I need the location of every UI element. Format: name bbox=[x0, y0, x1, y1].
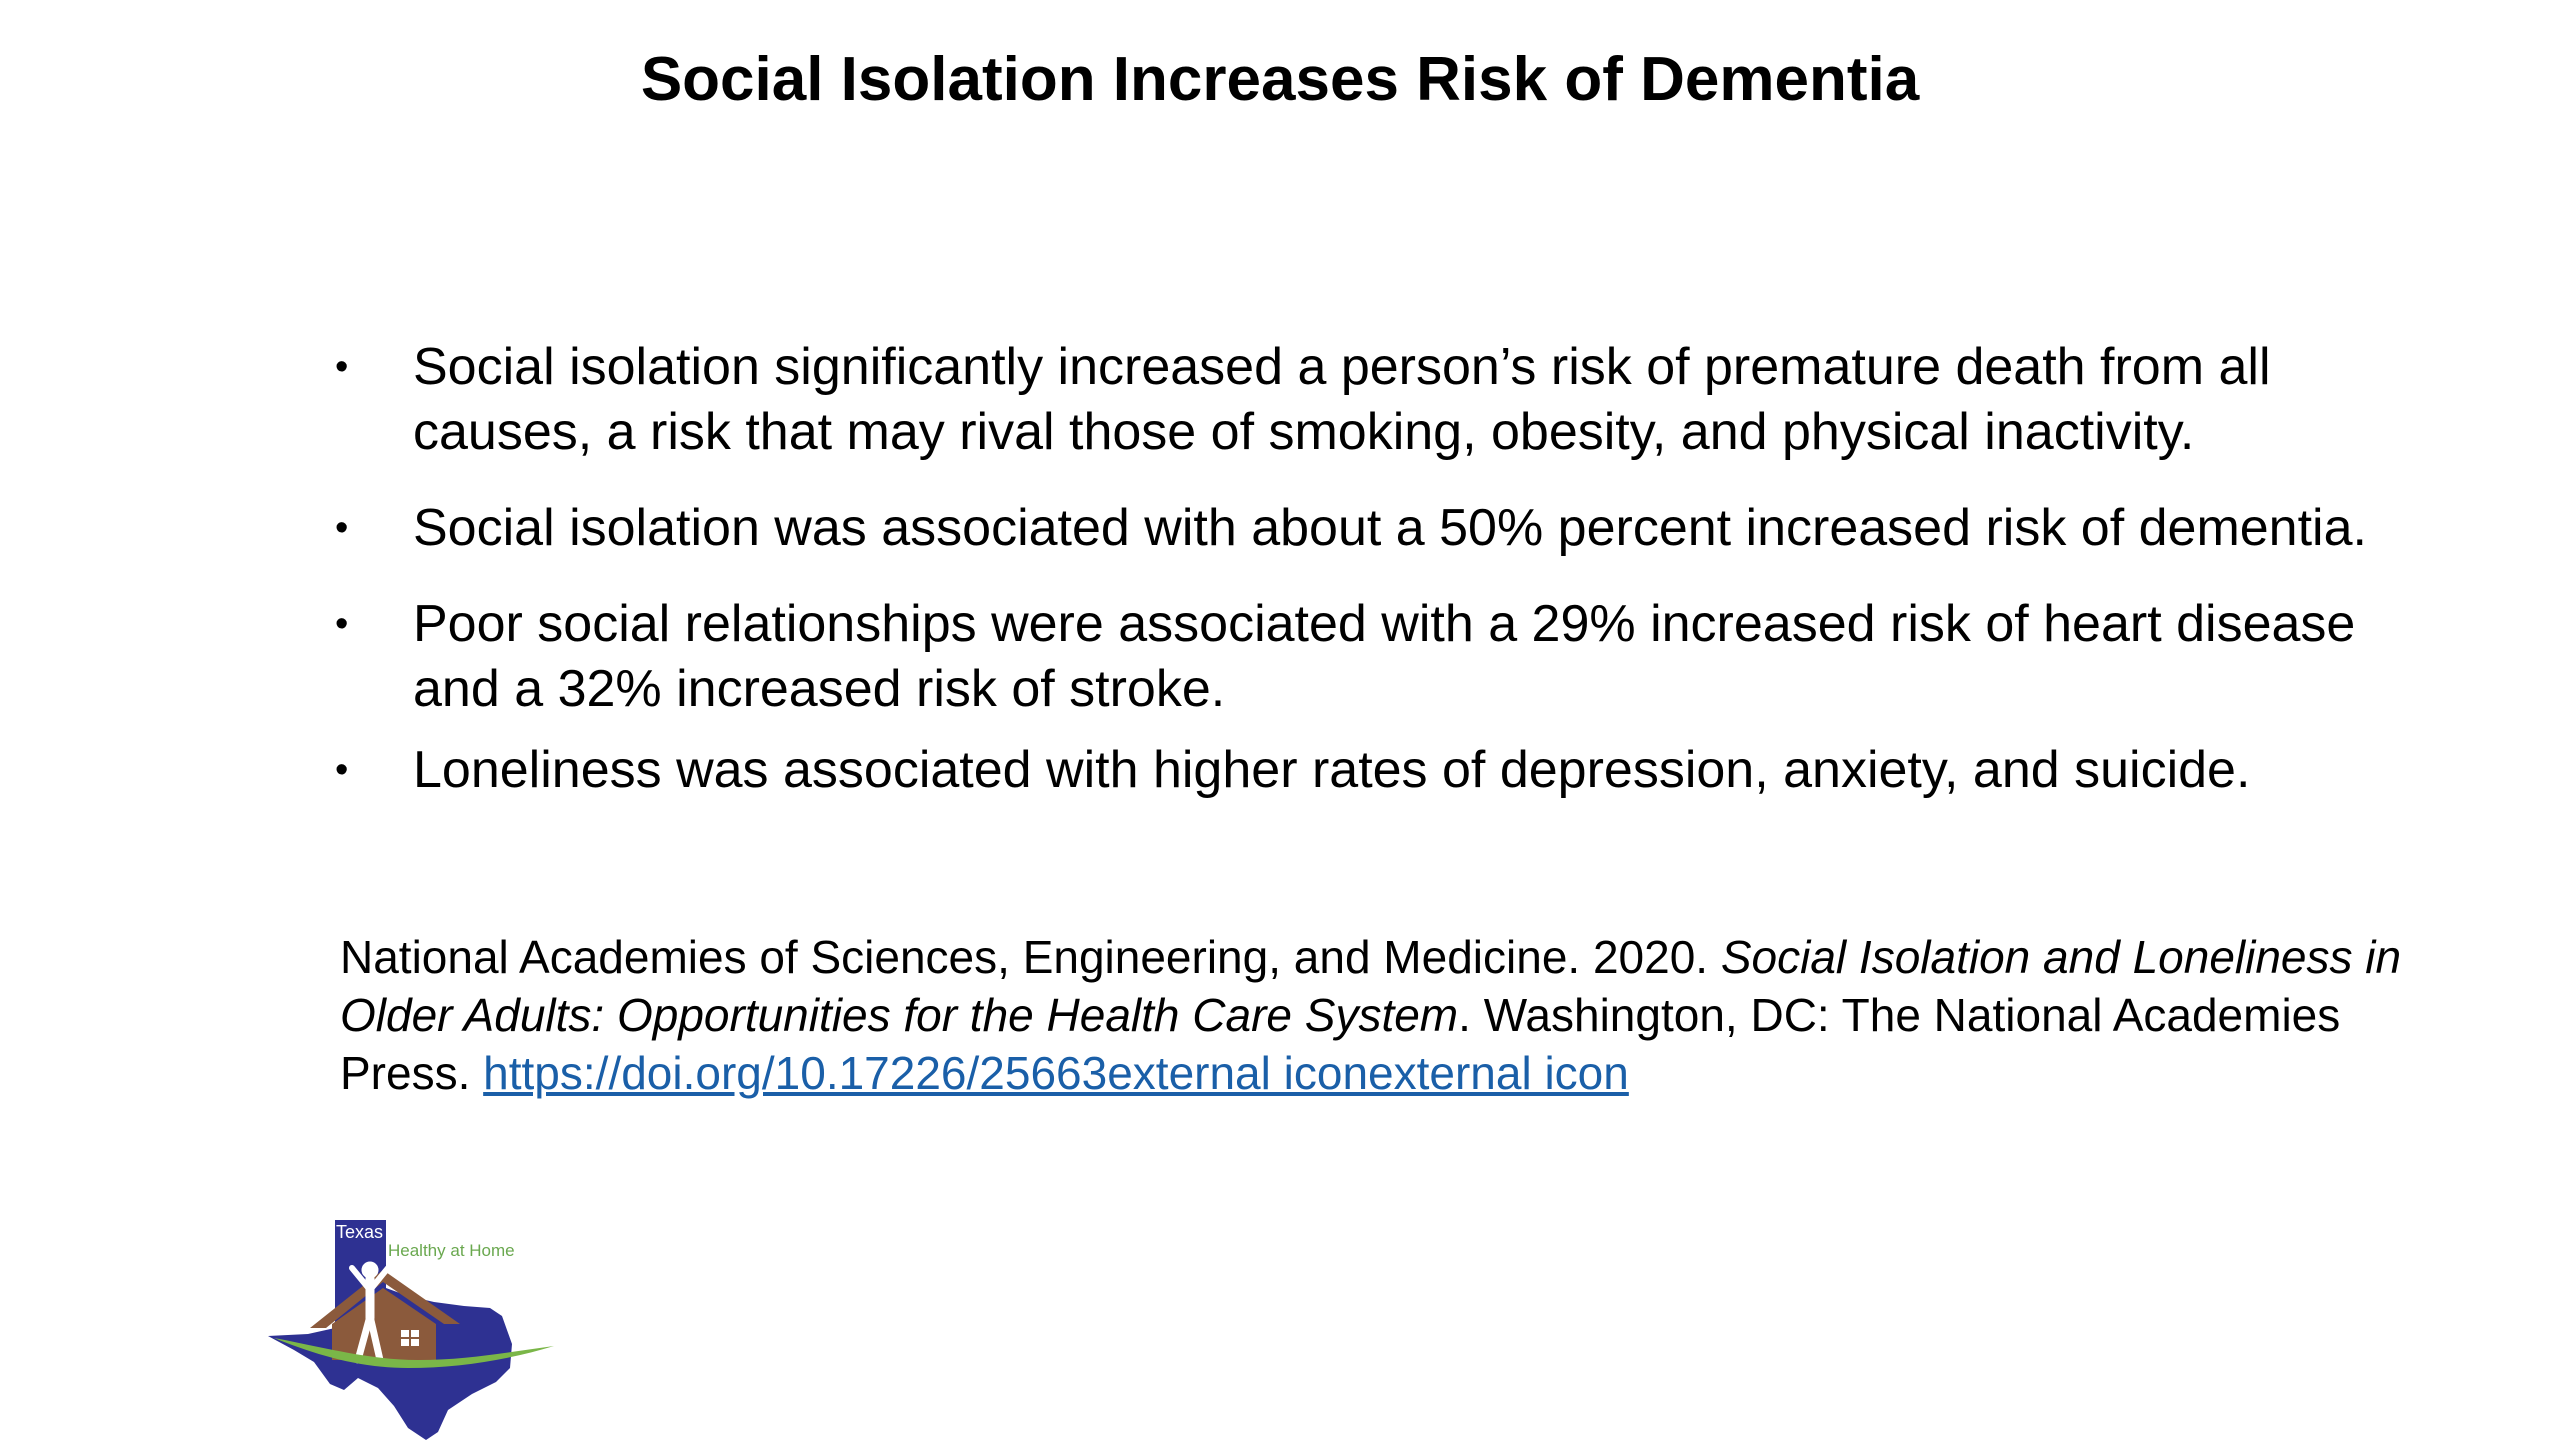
logo-text-texas: Texas bbox=[336, 1222, 384, 1242]
bullet-icon: • bbox=[335, 346, 349, 388]
citation-title: Social Isolation and Loneliness in Older Adults: Opportunities for the Health Care System bbox=[340, 931, 2402, 1041]
bullet-list bbox=[335, 335, 2405, 803]
citation bbox=[340, 928, 2420, 1102]
bullet-icon: • bbox=[335, 603, 349, 645]
bullet-item bbox=[335, 496, 2405, 561]
bullet-text: Social isolation significantly increased a person’s risk of premature death from all causes, a risk that may rival those of smoking, obesity, and physical inactivity. bbox=[413, 338, 2271, 461]
bullet-text: Poor social relationships were associated with a 29% increased risk of heart disease and a 32% increased risk of stroke. bbox=[413, 595, 2356, 718]
bullet-item bbox=[335, 738, 2405, 803]
logo-text-tagline: Healthy at Home bbox=[388, 1241, 515, 1260]
bullet-text: Social isolation was associated with about a 50% percent increased risk of dementia. bbox=[413, 499, 2367, 557]
bullet-item bbox=[335, 335, 2405, 465]
bullet-icon: • bbox=[335, 507, 349, 549]
texas-healthy-at-home-logo bbox=[258, 1210, 558, 1440]
slide-title: Social Isolation Increases Risk of Dementia bbox=[640, 45, 1920, 114]
doi-link[interactable]: https://doi.org/10.17226/25663external iconexternal icon bbox=[483, 1047, 1629, 1099]
bullet-text: Loneliness was associated with higher rates of depression, anxiety, and suicide. bbox=[413, 741, 2251, 799]
citation-prefix: National Academies of Sciences, Engineering, and Medicine. 2020. bbox=[340, 931, 1709, 983]
citation-publisher: . Washington, DC: The National Academies Press. bbox=[340, 989, 2341, 1099]
bullet-item bbox=[335, 592, 2405, 722]
bullet-icon: • bbox=[335, 749, 349, 791]
